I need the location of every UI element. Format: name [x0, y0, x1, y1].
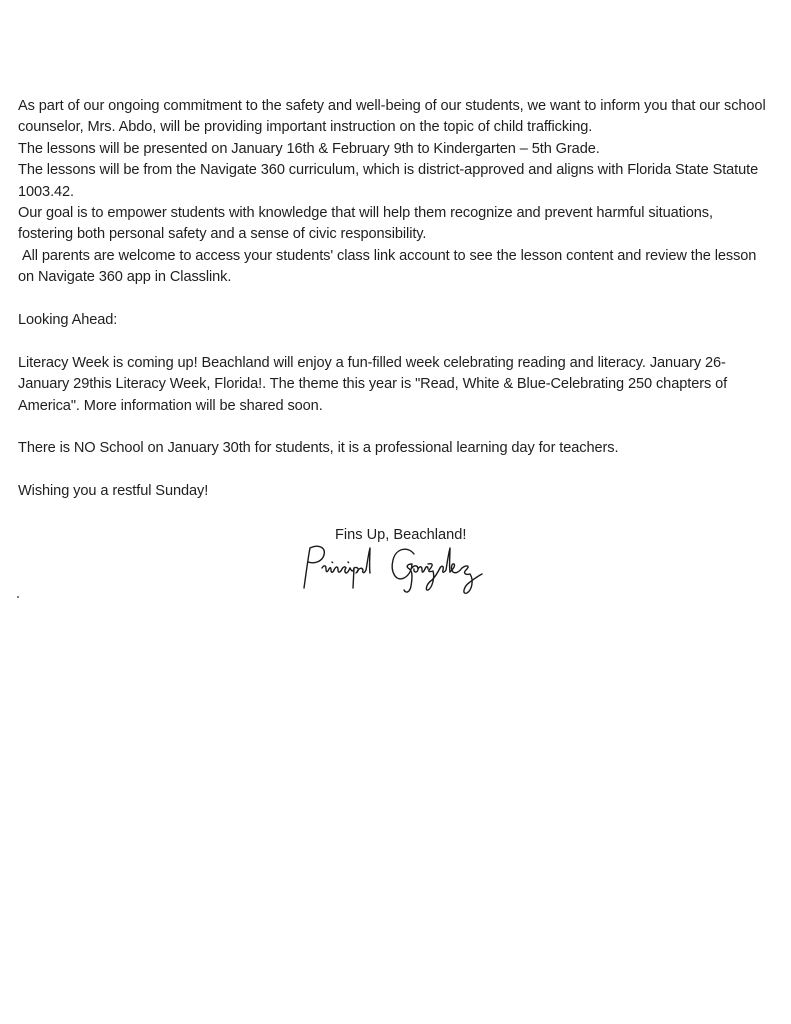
paragraph-curriculum: The lessons will be from the Navigate 360 curriculum, which is district-approved and aligns with Florida State Statute 1003.42.: [18, 162, 763, 200]
closing-line: Fins Up, Beachland!: [335, 527, 467, 543]
paragraph-lesson-dates: The lessons will be presented on January 16th & February 9th to Kindergarten – 5th Grade.: [18, 140, 600, 157]
letter-body: [18, 96, 770, 503]
spacer: [18, 289, 770, 310]
signature-image: [296, 538, 502, 596]
heading-looking-ahead: Looking Ahead:: [18, 312, 118, 329]
spacer: [18, 417, 770, 438]
paragraph-goal: Our goal is to empower students with knowledge that will help them recognize and prevent harmful situations, fostering both personal safety and a sense of civic responsibility.: [18, 205, 717, 243]
paragraph-safety-commitment: As part of our ongoing commitment to the safety and well-being of our students, we want to inform you that our school counselor, Mrs. Abdo, will be providing important instruction on the topic of child trafficking.: [18, 98, 770, 136]
paragraph-parent-access: All parents are welcome to access your students' class link account to see the lesson content and review the lesson on Navigate 360 app in Classlink.: [18, 247, 761, 286]
paragraph-literacy-week: Literacy Week is coming up! Beachland will enjoy a fun-filled week celebrating reading and literacy. January 26-January 29this Literacy Week, Florida!. The theme this year is "Read, White & Blue-Celebrating 250 chapters of America". More information will be shared soon.: [18, 354, 731, 414]
paragraph-wishing: Wishing you a restful Sunday!: [18, 483, 209, 500]
handwritten-signature: [296, 538, 502, 596]
paragraph-no-school: There is NO School on January 30th for students, it is a professional learning day for teachers.: [18, 440, 619, 457]
stray-dot: [17, 596, 19, 598]
spacer: [18, 331, 770, 352]
spacer: [18, 460, 770, 481]
